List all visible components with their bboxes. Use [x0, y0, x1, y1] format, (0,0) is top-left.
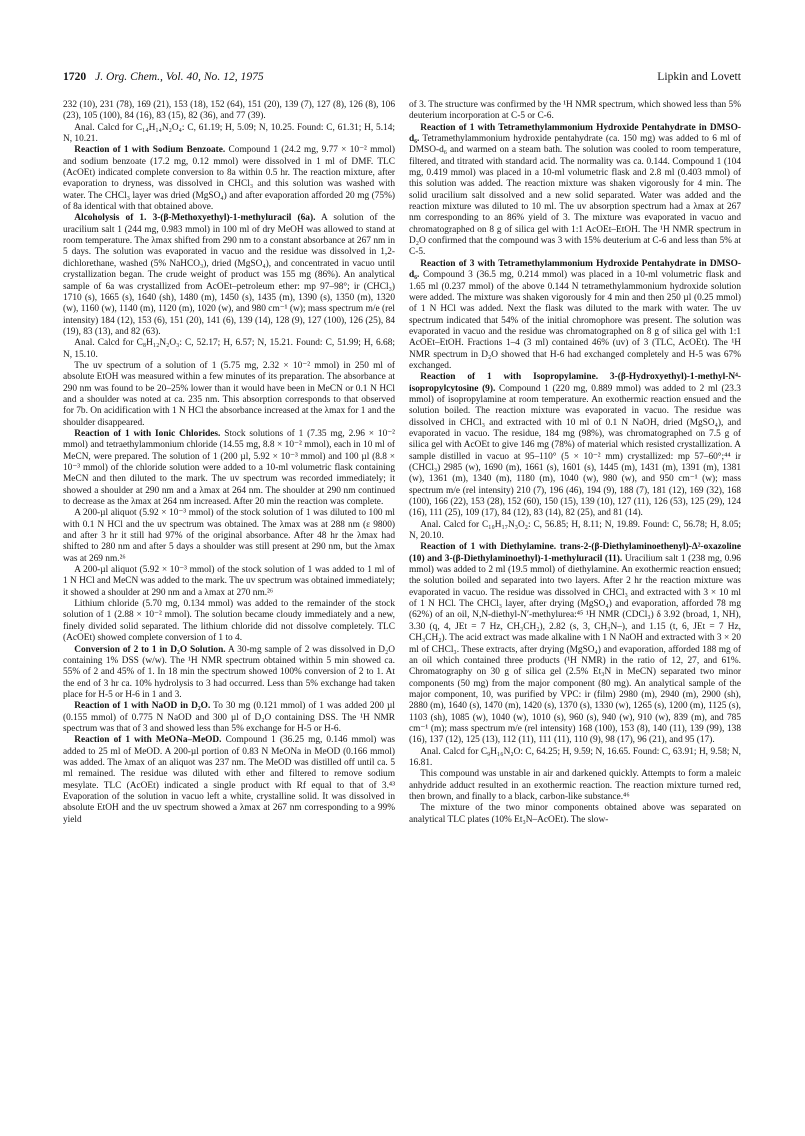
paragraph-text: To 30 mg (0.121 mmol) of 1 was added 200 µl (0.155 mmol) of 0.775 N NaOD and 300 µl of D₂O containing DSS. The ¹H NMR spectrum was that of 3 and showed less than 5% exchange for H-5 or H-6. [63, 701, 395, 734]
running-head [63, 68, 741, 86]
paragraph-text: A solution of the uracilium salt 1 (244 mg, 0.983 mmol) in 100 ml of dry MeOH was allowed to stand at room temperature. The λmax shifted from 290 nm to a constant absorbance at 267 nm in 5 days. The solution was evaporated in vacuo and the residue was dissolved in 1,2-dichlorethane, washed (5% NaHCO₃), dried (MgSO₄), and concentrated in vacuo until crystallization began. The crude weight of product was 155 mg (86%). An analytical sample of 6a was crystallized from AcOEt–petroleum ether: mp 97–98°; ir (CHCl₃) 1710 (s), 1665 (s), 1640 (sh), 1480 (m), 1450 (s), 1435 (m), 1390 (s), 1350 (m), 1320 (w), 1160 (w), 1140 (m), 1120 (m), 1020 (w), and 980 cm⁻¹ (w); mass spectrum m/e (rel intensity) 184 (12), 153 (6), 151 (20), 141 (6), 139 (14), 128 (9), 127 (100), 126 (25), 84 (19), 83 (13), and 82 (63). [63, 213, 395, 337]
section-heading: Reaction of 1 with Diethylamine. trans-2-(β-Diethylaminoethenyl)-Δ²-oxazoline (10) and 3-(β-Diethylaminoethyl)-1-methyluracil (11). [409, 542, 741, 564]
paragraph-text: Uracilium salt 1 (238 mg, 0.96 mmol) was added to 2 ml (19.5 mmol) of diethylamine. An exothermic reaction ensued; the solution boiled and separated into two layers. After 2 hr the reaction mixture was evaporated in vacuo. The residue was dissolved in CHCl₃ and extracted with 3 × 10 ml of 1 N HCl. The CHCl₃ layer, after drying (MgSO₄) and evaporation, afforded 78 mg (62%) of an oil, N,N-diethyl-N′-methylurea:⁴⁵ ¹H NMR (CDCl₃) δ 3.92 (broad, 1, NH), 3.30 (q, 4, JEt = 7 Hz, CH₃CH₂), 2.82 (s, 3, CH₃N–), and 1.15 (t, 6, JEt = 7 Hz, CH₃CH₂). The acid extract was made alkaline with 1 N NaOH and extracted with 3 × 20 ml of CHCl₃. These extracts, after drying (MgSO₄) and evaporation, afforded 188 mg of an oil which contained three products (¹H NMR) in the ratio of 12, 27, and 61%. Chromatography on 30 g of silica gel (2.5% Et₃N in MeCN) separated two minor components (50 mg) from the major component (80 mg). An analytical sample of the major component, 10, was purified by VPC: ir (film) 2980 (m), 2940 (m), 2900 (sh), 2880 (m), 1640 (s), 1470 (m), 1420 (s), 1370 (s), 1330 (w), 1265 (s), 1200 (m), 1125 (s), 1103 (sh), 1085 (w), 1040 (w), 1010 (s), 960 (s), 940 (w), 910 (w), 839 (m), and 785 cm⁻¹ (m); mass spectrum m/e (rel intensity) 168 (100), 153 (8), 140 (11), 139 (99), 138 (16), 137 (12), 125 (13), 112 (11), 111 (11), 110 (9), 98 (17), 96 (21), and 95 (17). [409, 553, 741, 746]
paragraph [63, 429, 395, 508]
paragraph [409, 520, 741, 543]
section-heading: Alcoholysis of 1. 3-(β-Methoxyethyl)-1-methyluracil (6a). [74, 213, 316, 224]
paragraph [409, 100, 741, 123]
paragraph [409, 769, 741, 803]
paragraph-text: This compound was unstable in air and darkened quickly. Attempts to form a maleic anhydride adduct resulted in an exothermic reaction. The reaction mixture turned red, then brown, and finally to a black, carbon-like substance.⁴⁶ [409, 769, 741, 802]
paragraph [409, 372, 741, 519]
paragraph-text: The uv spectrum of a solution of 1 (5.75 mg, 2.32 × 10⁻² mmol) in 250 ml of absolute EtOH was measured within a few minutes of its preparation. The absorbance at 290 nm was found to be 20–25% lower than it would have been in MeCN or 0.1 N HCl and a shoulder was noted at ca. 235 nm. This absorption corresponds to that observed for 7b. On acidification with 1 N HCl the absorbance increased at the λmax for 1 and the shoulder disappeared. [63, 360, 395, 428]
section-heading: Reaction of 1 with NaOD in D₂O. [74, 701, 211, 712]
paragraph [63, 123, 395, 146]
paragraph-text: of 3. The structure was confirmed by the ¹H NMR spectrum, which showed less than 5% deuterium incorporation at C-5 or C-6. [409, 100, 741, 122]
paragraph-text: Lithium chloride (5.70 mg, 0.134 mmol) was added to the remainder of the stock solution of 1 (2.88 × 10⁻² mmol). The solution became cloudy immediately and a new, finely divided solid separated. The lithium chloride did not dissolve completely. TLC (AcOEt) showed complete conversion of 1 to 4. [63, 599, 395, 644]
paragraph [63, 145, 395, 213]
section-heading: Reaction of 1 with Sodium Benzoate. [74, 145, 226, 156]
paragraph [409, 803, 741, 826]
paragraph [63, 701, 395, 735]
paragraph-text: The mixture of the two minor components obtained above was separated on analytical TLC plates (10% Et₃N–AcOEt). The slow- [409, 803, 741, 825]
paragraph [63, 338, 395, 361]
paragraph [409, 123, 741, 259]
paragraph-text: A 200-µl aliquot (5.92 × 10⁻³ mmol) of the stock solution of 1 was diluted to 100 ml with 0.1 N HCl and the uv spectrum was obtained. The λmax was at 288 nm (ε 9800) and after 3 hr it still had 97% of the original absorbance. After 48 hr the λmax had shifted to 280 nm and after 5 days a shoulder was still present at 290 nm, but the λmax was at 269 nm.²⁶ [63, 508, 395, 564]
section-heading: Reaction of 1 with Tetramethylammonium Hydroxide Pentahydrate in DMSO-d₆. [409, 122, 741, 145]
paragraph [409, 747, 741, 770]
paragraph-text: Compound 1 (24.2 mg, 9.77 × 10⁻² mmol) and sodium benzoate (17.2 mg, 0.12 mmol) were dissolved in 1 ml of DMF. TLC (AcOEt) indicated complete conversion to 8a within 0.5 hr. The reaction mixture, after evaporation to dryness, was dissolved in CHCl₃ and this solution was washed with water. The CHCl₃ layer was dried (MgSO₄) and after evaporation afforded 20 mg (75%) of 8a identical with that obtained above. [63, 145, 395, 213]
left-text-column [63, 100, 395, 826]
author-names: Lipkin and Lovett [657, 70, 741, 83]
right-text-column [409, 100, 741, 826]
section-heading: Conversion of 2 to 1 in D₂O Solution. [74, 644, 226, 655]
paragraph-text: Anal. Calcd for C₈H₁₂N₂O₃: C, 52.17; H, 6.57; N, 15.21. Found: C, 51.99; H, 6.68; N, 15.10. [63, 338, 395, 360]
paragraph [63, 361, 395, 429]
paragraph-text: Tetramethylammonium hydroxide pentahydrate (ca. 150 mg) was added to 6 ml of DMSO-d₆ and warmed on a steam bath. The solution was cooled to room temperature, filtered, and titrated with standard acid. The normality was ca. 0.144. Compound 1 (104 mg, 0.419 mmol) was placed in a 10-ml volumetric flask and 2.8 ml (0.403 mmol) of this solution was added. The reaction mixture was shaken vigorously for 4 min. The solid uracilium salt dissolved and a new solid separated. Water was added and the reaction mixture was diluted to 10 ml. The uv absorption spectrum had a λmax at 267 nm corresponding to an 86% yield of 3. The mixture was evaporated in vacuo and chromatographed on 8 g of silica gel with 1:1 AcOEt–EtOH. The ¹H NMR spectrum in D₂O confirmed that the compound was 3 with 15% deuterium at C-6 and less than 5% at C-5. [409, 134, 742, 258]
paragraph-text: Compound 1 (220 mg, 0.889 mmol) was added to 2 ml (23.3 mmol) of isopropylamine at room temperature. An exothermic reaction ensued and the solution boiled. The reaction mixture was evaporated in vacuo. The residue was dissolved in CHCl₃ and extracted with 10 ml of 0.1 N NaOH, dried (MgSO₄), and evaporated in vacuo. The residue, 184 mg (98%), was chromatographed on 7.5 g of silica gel with AcOEt to give 146 mg (78%) of material which resisted crystallization. A sample distilled in vacuo at 95–110° (5 × 10⁻² mm) crystallized: mp 57–60°;⁴⁴ ir (CHCl₃) 2985 (w), 1690 (m), 1661 (s), 1601 (s), 1445 (m), 1431 (m), 1391 (m), 1381 (w), 1361 (m), 1340 (m), 1180 (m), 1040 (w), 980 (w), and 950 cm⁻¹ (w); mass spectrum m/e (rel intensity) 210 (7), 196 (46), 194 (9), 188 (7), 181 (12), 169 (32), 168 (100), 166 (22), 153 (28), 152 (60), 150 (15), 139 (10), 127 (11), 126 (53), 125 (29), 124 (16), 111 (25), 109 (17), 84 (12), 83 (14), 82 (25), and 81 (14). [409, 383, 741, 519]
paragraph-text: Anal. Calcd for C₁₄H₁₄N₂O₄: C, 61.19; H, 5.09; N, 10.25. Found: C, 61.31; H, 5.14; N, 10.21. [63, 122, 395, 145]
paragraph [63, 645, 395, 702]
section-heading: Reaction of 1 with MeONa–MeOD. [74, 735, 222, 746]
paragraph-text: 232 (10), 231 (78), 169 (21), 153 (18), 152 (64), 151 (20), 139 (7), 127 (8), 126 (8), 106 (23), 105 (100), 84 (16), 83 (15), 82 (36), and 77 (39). [63, 100, 395, 122]
paragraph-text: Anal. Calcd for C₉H₁₆N₂O: C, 64.25; H, 9.59; N, 16.65. Found: C, 63.91; H, 9.58; N, 16.81. [409, 746, 741, 768]
paragraph [63, 100, 395, 123]
paragraph [63, 735, 395, 826]
paragraph-text: Stock solutions of 1 (7.35 mg, 2.96 × 10⁻² mmol) and tetraethylammonium chloride (14.55 mg, 8.8 × 10⁻² mmol), each in 10 ml of MeCN, were prepared. The solution of 1 (200 µl, 5.92 × 10⁻³ mmol) and 100 µl (8.8 × 10⁻³ mmol) of the chloride solution were added to a 10-ml volumetric flask containing MeCN and then diluted to the mark. The uv spectrum was recorded immediately; it showed a shoulder at 290 nm and a λmax at 264 nm. The shoulder at 290 nm continued to decrease as the λmax at 264 nm increased. After 20 min the reaction was complete. [63, 428, 395, 508]
paragraph [409, 542, 741, 746]
section-heading: Reaction of 1 with Isopropylamine. 3-(β-Hydroxyethyl)-1-methyl-N⁴-isopropylcytosine (9). [409, 372, 741, 394]
journal-citation: J. Org. Chem., Vol. 40, No. 12, 1975 [95, 70, 264, 83]
paragraph [63, 508, 395, 565]
section-heading: Reaction of 3 with Tetramethylammonium Hydroxide Pentahydrate in DMSO-d₆. [409, 258, 741, 281]
paragraph [63, 599, 395, 644]
paragraph-text: Compound 1 (36.25 mg, 0.146 mmol) was added to 25 ml of MeOD. A 200-µl portion of 0.83 N MeONa in MeOD (0.166 mmol) was added. The λmax of an aliquot was 237 nm. The MeOD was distilled off until ca. 5 ml remained. The residue was diluted with ether and filtered to remove sodium mesylate. TLC (AcOEt) indicated a single product with Rf equal to that of 3.⁴³ Evaporation of the solution in vacuo left a white, crystalline solid. It was dissolved in absolute EtOH and the uv spectrum showed a λmax at 267 nm corresponding to a 99% yield [63, 735, 395, 825]
paragraph-text: Compound 3 (36.5 mg, 0.214 mmol) was placed in a 10-ml volumetric flask and 1.65 ml (0.237 mmol) of the above 0.144 N tetramethylammonium hydroxide solution were added. The mixture was shaken vigorously for 4 min and then 250 µl (0.25 mmol) of 1 N HCl was added. Next the flask was diluted to the mark with water. The uv spectrum indicated that 54% of the initial chromophore was present. The solution was evaporated in vacuo and the residue was chromatographed on 8 g of silica gel with 1:1 AcOEt–EtOH. Fractions 1–4 (3 ml) contained 46% (uv) of 3 (TLC, AcOEt). The ¹H NMR spectrum in D₂O showed that H-6 had exchanged completely and H-5 was 67% exchanged. [409, 270, 742, 371]
paragraph-text: Anal. Calcd for C₁₀H₁₇N₃O₂: C, 56.85; H, 8.11; N, 19.89. Found: C, 56.78; H, 8.05; N, 20.10. [409, 519, 741, 542]
paragraph-text: A 200-µl aliquot (5.92 × 10⁻³ mmol) of the stock solution of 1 was added to 1 ml of 1 N HCl and MeCN was added to the mark. The uv spectrum was obtained immediately; it showed a shoulder at 290 nm and a λmax at 270 nm.²⁶ [63, 565, 395, 598]
paragraph-text: A 30-mg sample of 2 was dissolved in D₂O containing 1% DSS (w/w). The ¹H NMR spectrum obtained within 5 min showed ca. 55% of 2 and 45% of 1. In 18 min the spectrum showed 100% conversion of 2 to 1. At the end of 3 hr ca. 10% hydrolysis to 3 had occurred. Less than 5% exchange had taken place for H-5 or H-6 in 1 and 3. [63, 644, 395, 700]
section-heading: Reaction of 1 with Ionic Chlorides. [74, 428, 221, 439]
paragraph [63, 565, 395, 599]
paragraph [63, 213, 395, 338]
running-head-left [63, 68, 264, 86]
page-number: 1720 [63, 70, 87, 83]
paragraph [409, 259, 741, 372]
